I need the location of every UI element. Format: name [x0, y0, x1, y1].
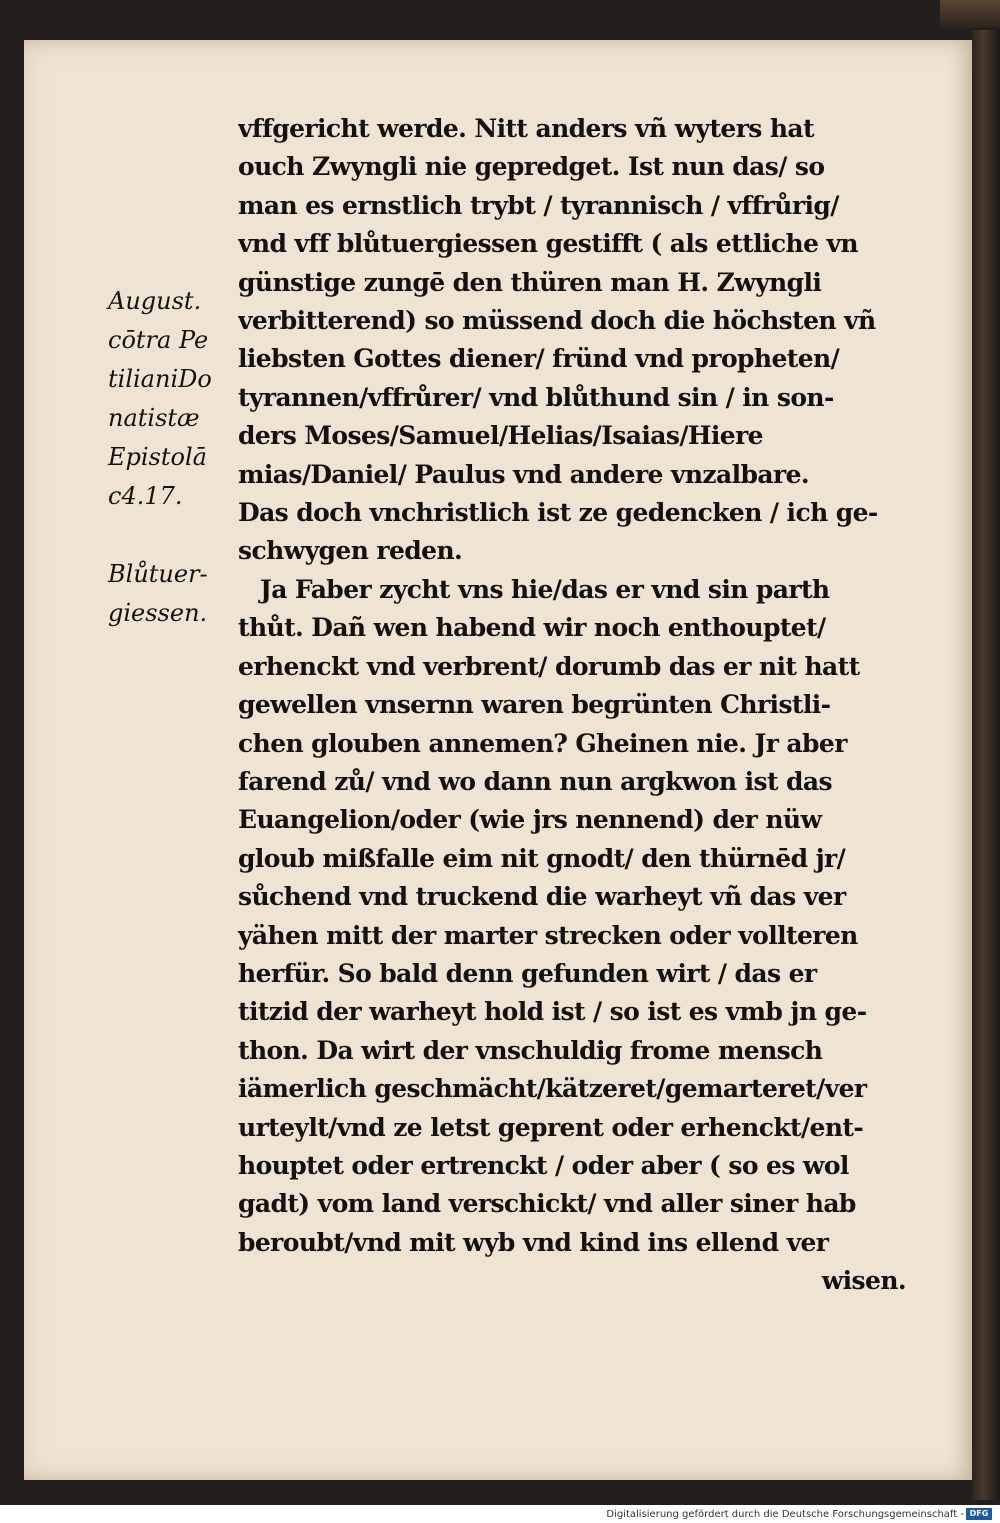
text-line: chen glouben annemen? Gheinen nie. Jr aber	[238, 728, 847, 758]
margin-note-line: cōtra Pe	[108, 326, 209, 354]
text-line: liebsten Gottes diener/ fründ vnd propheten/	[238, 344, 840, 374]
paragraph-start-line: Ja Faber zycht vns hie/das er vnd sin parth	[260, 574, 830, 604]
margin-note-line: giessen.	[108, 599, 208, 627]
text-line: ders Moses/Samuel/Helias/Isaias/Hiere	[238, 421, 763, 451]
text-line: günstige zungē den thüren man H. Zwyngli	[238, 267, 822, 297]
text-line: erhenckt vnd verbrent/ dorumb das er nit hatt	[238, 651, 860, 681]
text-line: sůchend vnd truckend die warheyt vñ das ver	[238, 882, 846, 912]
text-line: vffgericht werde. Nitt anders vñ wyters hat	[238, 114, 814, 143]
text-line: mias/Daniel/ Paulus vnd andere vnzalbare.	[238, 459, 809, 489]
text-line: schwygen reden.	[238, 536, 463, 566]
text-line: Das doch vnchristlich ist ze gedencken / ich ge-	[238, 498, 878, 528]
text-line: verbitterend) so müssend doch die höchsten vñ	[238, 306, 876, 336]
text-line: iämerlich geschmächt/kätzeret/gemarteret/ver	[238, 1074, 867, 1104]
text-line: gadt) vom land verschickt/ vnd aller siner hab	[238, 1189, 856, 1219]
text-line: yähen mitt der marter strecken oder vollteren	[238, 920, 858, 950]
catchword: wisen.	[821, 1266, 906, 1296]
dfg-logo-icon: DFG	[966, 1508, 992, 1520]
text-line: beroubt/vnd mit wyb vnd kind ins ellend ver	[238, 1227, 829, 1257]
text-line: ouch Zwyngli nie gepredget. Ist nun das/ so	[238, 152, 825, 182]
margin-note-line: Epistolā	[108, 443, 207, 471]
text-line: man es ernstlich trybt / tyrannisch / vffrůrig/	[238, 190, 839, 220]
text-line: farend zů/ vnd wo dann nun argkwon ist das	[238, 766, 832, 796]
text-line: urteylt/vnd ze letst geprent oder erhenckt/ent-	[238, 1112, 864, 1142]
text-line: Euangelion/oder (wie jrs nennend) der nüw	[238, 805, 822, 835]
text-line: gloub mißfalle eim nit gnodt/ den thürnēd jr/	[238, 843, 846, 873]
book-edge	[972, 30, 1000, 1500]
text-line: vnd vff blůtuergiessen gestifft ( als ettliche vn	[238, 229, 858, 259]
margin-note-line: August.	[108, 287, 202, 315]
text-line: tyrannen/vffrůrer/ vnd blůthund sin / in son-	[238, 382, 834, 412]
margin-note-augustine	[108, 282, 238, 516]
margin-note-line: tilianiDo	[108, 365, 212, 393]
margin-note-line: Blůtuer-	[108, 560, 208, 588]
text-line: thon. Da wirt der vnschuldig frome mensch	[238, 1035, 823, 1065]
body-text	[238, 110, 918, 1301]
scan-corner-shadow	[940, 0, 1000, 28]
margin-note-line: c4.17.	[108, 482, 183, 510]
margin-notes	[108, 282, 238, 672]
margin-note-line: natistæ	[108, 404, 200, 432]
funding-credit: Digitalisierung gefördert durch die Deutsche Forschungsgemeinschaft -	[606, 1509, 964, 1520]
text-line: houptet oder ertrenckt / oder aber ( so es wol	[238, 1150, 849, 1180]
text-line: herfür. So bald denn gefunden wirt / das er	[238, 958, 817, 988]
text-line: gewellen vnsernn waren begrünten Christli-	[238, 690, 831, 720]
text-line: thůt. Dañ wen habend wir noch enthouptet/	[238, 613, 826, 643]
text-line: titzid der warheyt hold ist / so ist es vmb jn ge-	[238, 997, 867, 1027]
margin-note-blutvergiessen	[108, 555, 238, 633]
